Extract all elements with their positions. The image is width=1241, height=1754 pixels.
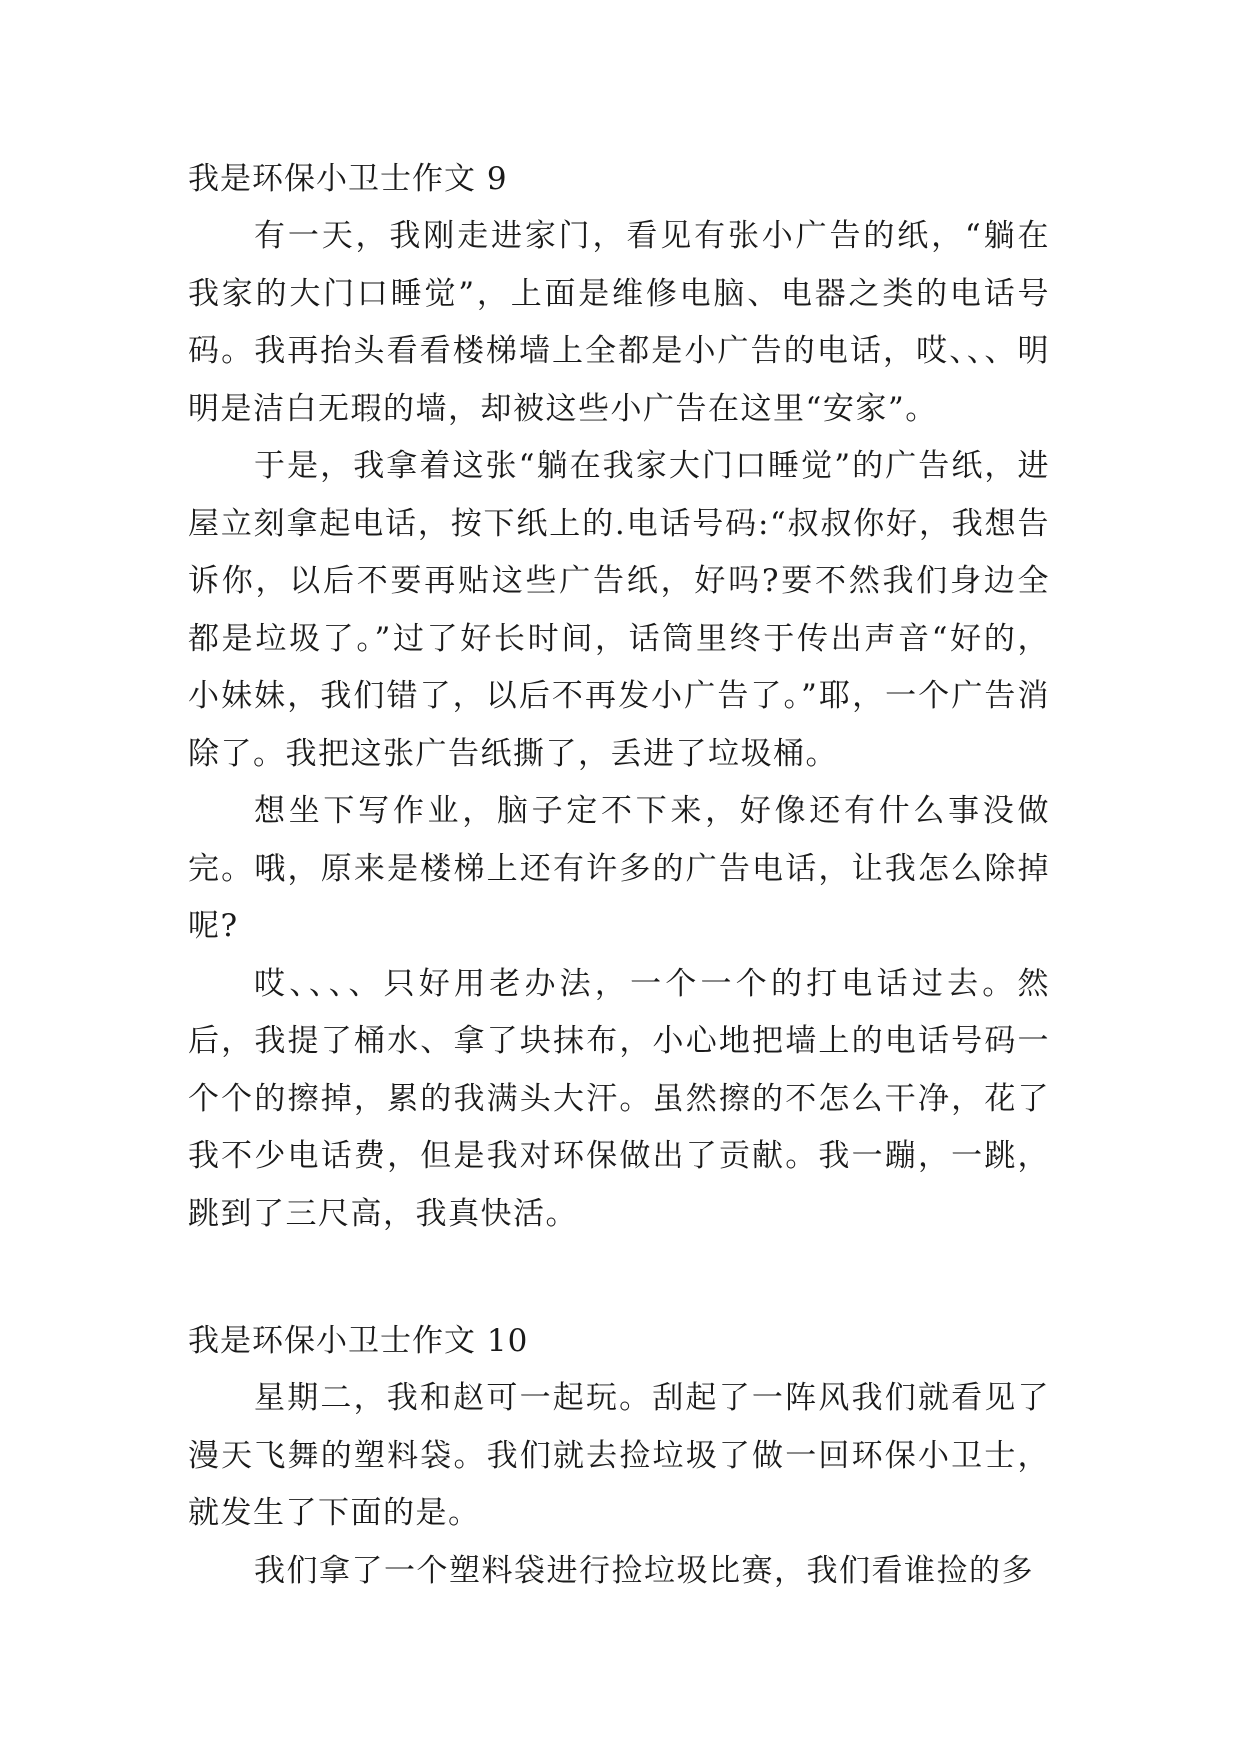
essay-section-9 (188, 150, 1050, 1243)
section-spacer (188, 1243, 1050, 1312)
paragraph: 星期二，我和赵可一起玩。刮起了一阵风我们就看见了漫天飞舞的塑料袋。我们就去捡垃圾了做一回环保小卫士，就发生了下面的是。 (188, 1380, 1050, 1531)
essay-section-10 (188, 1312, 1050, 1600)
section-title: 我是环保小卫士作文 9 (188, 161, 508, 197)
paragraph: 有一天，我刚走进家门，看见有张小广告的纸，“躺在我家的大门口睡觉”，上面是维修电脑、电器之类的电话号码。我再抬头看看楼梯墙上全都是小广告的电话，哎、、、明明是洁白无瑕的墙，却被这些小广告在这里“安家”。 (188, 218, 1050, 427)
paragraph: 想坐下写作业，脑子定不下来，好像还有什么事没做完。哦，原来是楼梯上还有许多的广告电话，让我怎么除掉呢? (188, 793, 1050, 944)
paragraph: 哎、、、、只好用老办法，一个一个的打电话过去。然后，我提了桶水、拿了块抹布，小心地把墙上的电话号码一个个的擦掉，累的我满头大汗。虽然擦的不怎么干净，花了我不少电话费，但是我对环保做出了贡献。我一蹦，一跳，跳到了三尺高，我真快活。 (188, 965, 1050, 1232)
paragraph: 我们拿了一个塑料袋进行捡垃圾比赛，我们看谁捡的多 (254, 1552, 1034, 1589)
section-title: 我是环保小卫士作文 10 (188, 1323, 529, 1359)
paragraph: 于是，我拿着这张“躺在我家大门口睡觉”的广告纸，进屋立刻拿起电话，按下纸上的.电话号码:“叔叔你好，我想告诉你，以后不要再贴这些广告纸，好吗?要不然我们身边全都是垃圾了。”过了好长时间，话筒里终于传出声音“好的，小妹妹，我们错了，以后不再发小广告了。”耶，一个广告消除了。我把这张广告纸撕了，丢进了垃圾桶。 (188, 448, 1050, 772)
document-body (188, 150, 1050, 1600)
